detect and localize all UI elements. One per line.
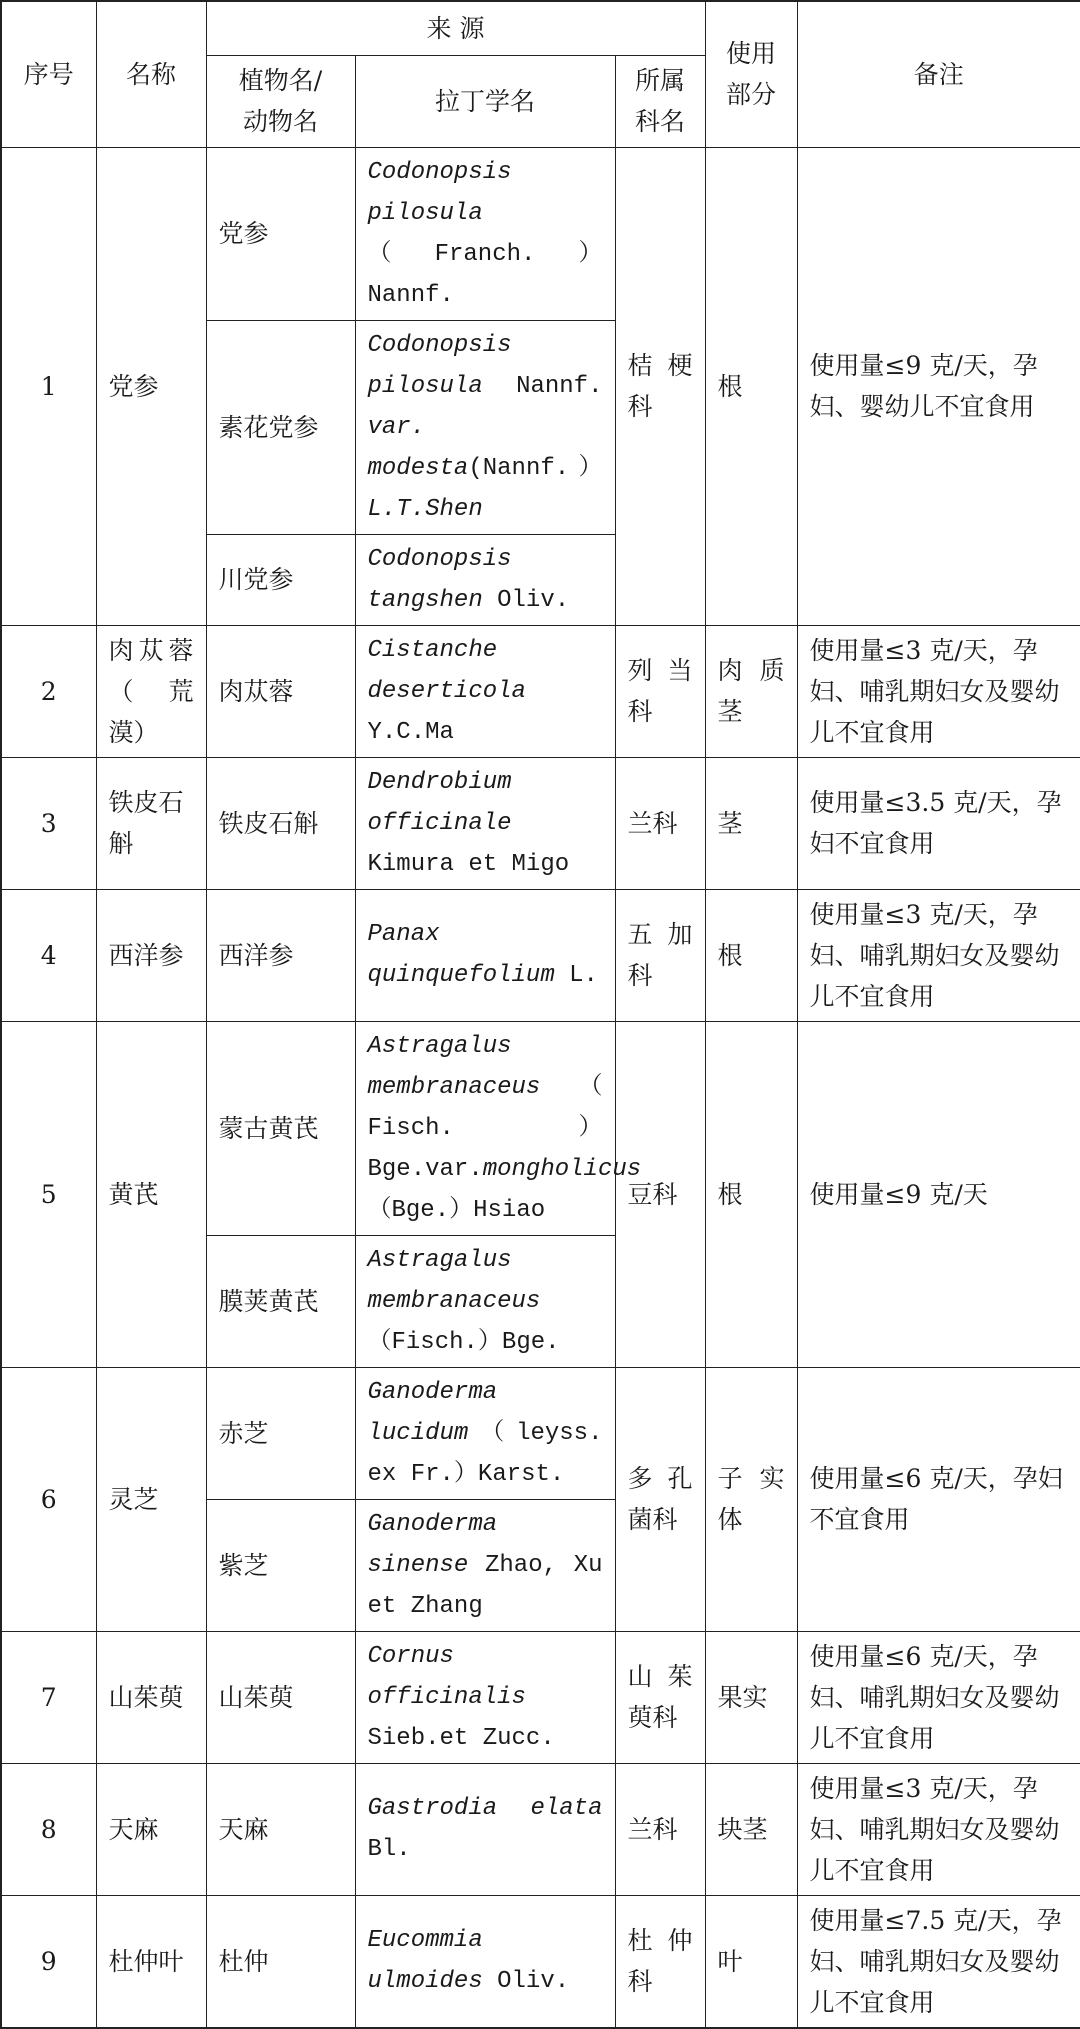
- cell-name: 党参: [96, 147, 206, 625]
- cell-part: 叶: [705, 1895, 797, 2028]
- cell-latin: Codonopsis pilosula Nannf. var. modesta(Nannf.）L.T.Shen: [355, 320, 615, 534]
- header-latin: 拉丁学名: [355, 55, 615, 147]
- cell-family: 桔 梗 科: [615, 147, 705, 625]
- cell-seq: 8: [1, 1763, 96, 1895]
- cell-note: 使用量≤3 克/天，孕妇、哺乳期妇女及婴幼儿不宜食用: [797, 1763, 1080, 1895]
- cell-family: 山 茱 萸科: [615, 1631, 705, 1763]
- cell-latin: Astragalus membranaceus（Fisch.）Bge.: [355, 1235, 615, 1367]
- cell-name: 西洋参: [96, 889, 206, 1021]
- table-row: [1, 625, 1080, 757]
- cell-part: 根: [705, 147, 797, 625]
- cell-plant: 膜荚黄芪: [206, 1235, 355, 1367]
- table-row: [1, 147, 1080, 320]
- cell-latin: Gastrodia elata Bl.: [355, 1763, 615, 1895]
- cell-latin: Cornus officinalis Sieb.et Zucc.: [355, 1631, 615, 1763]
- cell-latin: Dendrobium officinale Kimura et Migo: [355, 757, 615, 889]
- cell-latin: Cistanche deserticola Y.C.Ma: [355, 625, 615, 757]
- table-row: [1, 1895, 1080, 2028]
- table-row: [1, 757, 1080, 889]
- cell-part: 茎: [705, 757, 797, 889]
- table-row: [1, 889, 1080, 1021]
- cell-part: 果实: [705, 1631, 797, 1763]
- header-part: 使用 部分: [705, 1, 797, 147]
- cell-plant: 杜仲: [206, 1895, 355, 2028]
- cell-name: 天麻: [96, 1763, 206, 1895]
- cell-seq: 4: [1, 889, 96, 1021]
- cell-note: 使用量≤3.5 克/天，孕妇不宜食用: [797, 757, 1080, 889]
- cell-latin: Eucommia ulmoides Oliv.: [355, 1895, 615, 2028]
- cell-latin: Ganoderma lucidum（leyss. ex Fr.）Karst.: [355, 1367, 615, 1499]
- cell-part: 根: [705, 889, 797, 1021]
- header-family: 所属 科名: [615, 55, 705, 147]
- table-row: [1, 1021, 1080, 1235]
- cell-seq: 1: [1, 147, 96, 625]
- cell-name: 灵芝: [96, 1367, 206, 1631]
- cell-plant: 素花党参: [206, 320, 355, 534]
- cell-seq: 6: [1, 1367, 96, 1631]
- table-row: [1, 1763, 1080, 1895]
- cell-plant: 赤芝: [206, 1367, 355, 1499]
- cell-plant: 肉苁蓉: [206, 625, 355, 757]
- cell-latin: Astragalus membranaceus（ Fisch. ）Bge.var.mongholicus（Bge.）Hsiao: [355, 1021, 615, 1235]
- table-header: [1, 1, 1080, 147]
- cell-seq: 9: [1, 1895, 96, 2028]
- cell-plant: 铁皮石斛: [206, 757, 355, 889]
- cell-name: 杜仲叶: [96, 1895, 206, 2028]
- cell-family: 兰科: [615, 1763, 705, 1895]
- cell-family: 多 孔 菌科: [615, 1367, 705, 1631]
- table-row: [1, 1367, 1080, 1499]
- cell-name: 山茱萸: [96, 1631, 206, 1763]
- cell-name: 黄芪: [96, 1021, 206, 1367]
- header-plant: 植物名/ 动物名: [206, 55, 355, 147]
- cell-name: 肉苁蓉（ 荒漠）: [96, 625, 206, 757]
- cell-family: 豆科: [615, 1021, 705, 1367]
- cell-seq: 7: [1, 1631, 96, 1763]
- cell-part: 根: [705, 1021, 797, 1367]
- cell-plant: 川党参: [206, 534, 355, 625]
- cell-plant: 紫芝: [206, 1499, 355, 1631]
- cell-plant: 蒙古黄芪: [206, 1021, 355, 1235]
- cell-latin: Codonopsis pilosula（Franch.）Nannf.: [355, 147, 615, 320]
- cell-note: 使用量≤7.5 克/天，孕妇、哺乳期妇女及婴幼儿不宜食用: [797, 1895, 1080, 2028]
- cell-name: 铁皮石斛: [96, 757, 206, 889]
- cell-latin: Codonopsis tangshen Oliv.: [355, 534, 615, 625]
- cell-latin: Ganoderma sinense Zhao, Xu et Zhang: [355, 1499, 615, 1631]
- cell-family: 列 当 科: [615, 625, 705, 757]
- cell-plant: 西洋参: [206, 889, 355, 1021]
- cell-note: 使用量≤9 克/天: [797, 1021, 1080, 1367]
- cell-part: 块茎: [705, 1763, 797, 1895]
- cell-part: 肉 质 茎: [705, 625, 797, 757]
- header-note: 备注: [797, 1, 1080, 147]
- cell-note: 使用量≤9 克/天，孕妇、婴幼儿不宜食用: [797, 147, 1080, 625]
- cell-plant: 党参: [206, 147, 355, 320]
- table-row: [1, 1631, 1080, 1763]
- cell-latin: Panax quinquefolium L.: [355, 889, 615, 1021]
- cell-seq: 3: [1, 757, 96, 889]
- header-name: 名称: [96, 1, 206, 147]
- cell-plant: 山茱萸: [206, 1631, 355, 1763]
- header-source: 来 源: [206, 1, 705, 55]
- cell-family: 五 加 科: [615, 889, 705, 1021]
- cell-note: 使用量≤6 克/天，孕妇、哺乳期妇女及婴幼儿不宜食用: [797, 1631, 1080, 1763]
- cell-note: 使用量≤3 克/天，孕妇、哺乳期妇女及婴幼儿不宜食用: [797, 889, 1080, 1021]
- cell-family: 杜 仲 科: [615, 1895, 705, 2028]
- cell-seq: 5: [1, 1021, 96, 1367]
- cell-note: 使用量≤6 克/天，孕妇不宜食用: [797, 1367, 1080, 1631]
- cell-family: 兰科: [615, 757, 705, 889]
- cell-part: 子 实 体: [705, 1367, 797, 1631]
- header-seq: 序号: [1, 1, 96, 147]
- cell-plant: 天麻: [206, 1763, 355, 1895]
- cell-note: 使用量≤3 克/天，孕妇、哺乳期妇女及婴幼儿不宜食用: [797, 625, 1080, 757]
- cell-seq: 2: [1, 625, 96, 757]
